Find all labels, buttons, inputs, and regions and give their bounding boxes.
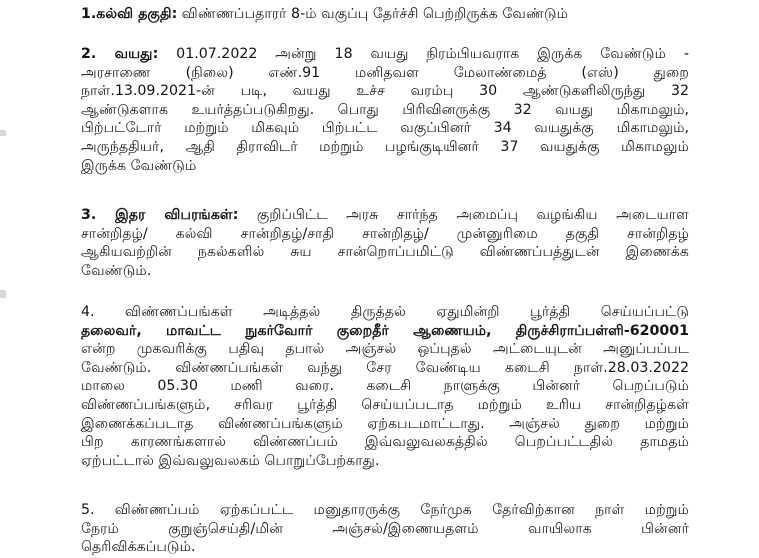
paragraph-line: என்ற முகவரிக்கு பதிவு தபால் அஞ்சல் ஒப்புதல் அட்டையுடன் அனுப்பப்பட xyxy=(81,341,689,358)
paragraph-line: மாலை 05.30 மணி வரை. கடைசி நாளுக்கு பின்னர் பெறப்படும் xyxy=(81,378,689,395)
paragraph-other-details xyxy=(81,206,689,280)
paragraph-age xyxy=(81,45,689,175)
paragraph-submission xyxy=(81,303,689,470)
paragraph-line: பிற காரணங்களால் விண்ணப்பம் இவ்வலுவலகத்தில் பெறப்பட்டதில் தாமதம் xyxy=(81,434,689,451)
paragraph-line: ஏற்பட்டால் இவ்வலுவலகம் பொறுப்பேற்காது. xyxy=(81,452,380,469)
section-number: 4. xyxy=(81,304,95,320)
paragraph-line: இருக்க வேண்டும் xyxy=(81,157,197,174)
address-line: தலைவர், மாவட்ட நுகர்வோர் குறைதீர் ஆணையம், திருச்சிராப்பள்ளி-620001 xyxy=(81,322,689,339)
scan-mark xyxy=(0,290,6,298)
line-text: குறிப்பிட்ட அரசு சார்ந்த அமைப்பு வழங்கிய அடையாள xyxy=(238,207,689,223)
paragraph-line: அரசாணை (நிலை) எண்.91 மனிதவள மேலாண்மைத் (எஸ்) துறை xyxy=(81,64,689,81)
scan-mark xyxy=(0,130,6,136)
paragraph-line: நேரம் குறுஞ்செய்தி/மின் அஞ்சல்/இணையதளம் வாயிலாக பின்னர் xyxy=(81,520,689,537)
paragraph-line: இணைக்கப்படாத விண்ணப்பங்களும் ஏற்கபடமாட்டாது. அஞ்சல் துறை மற்றும் xyxy=(81,415,689,432)
section-number: 5. xyxy=(81,502,95,518)
paragraph-line: நாள்.13.09.2021-ன் படி, வயது உச்ச வரம்பு 30 ஆண்டுகளிலிருந்து 32 xyxy=(81,83,689,100)
section-heading: 1.கல்வி தகுதி: xyxy=(81,6,178,22)
paragraph-interview xyxy=(81,501,689,557)
paragraph-line xyxy=(81,45,689,64)
section-heading: 2. வயது: xyxy=(81,46,159,62)
paragraph-line: அருந்ததியர், ஆதி திராவிடர் மற்றும் பழங்குடியினர் 37 வயதுக்கு மிகாமலும் xyxy=(81,138,689,155)
paragraph-line xyxy=(81,501,689,520)
paragraph-line xyxy=(81,303,689,322)
paragraph-line: ஆகியவற்றின் நகல்களில் சுய சான்றொப்பமிட்டு விண்ணப்பத்துடன் இணைக்க xyxy=(81,244,689,261)
paragraph-line: ஆண்டுகளாக உயர்த்தப்படுகிறது. பொது பிரிவினருக்கு 32 வயது மிகாமலும், xyxy=(81,101,689,118)
line-text: 01.07.2022 அன்று 18 வயது நிரம்பியவராக இருக்க வேண்டும் - xyxy=(158,46,689,62)
paragraph-line: பிற்பட்டோர் மற்றும் மிகவும் பிற்பட்ட வகுப்பினர் 34 வயதுக்கு மிகாமலும், xyxy=(81,120,689,137)
paragraph-line: விண்ணப்பங்களும், சரிவர பூர்த்தி செய்யப்படாத மற்றும் உரிய சான்றிதழ்கள் xyxy=(81,396,689,413)
line-text: விண்ணப்பதாரர் 8-ம் வகுப்பு தேர்ச்சி பெற்றிருக்க வேண்டும் xyxy=(177,6,569,22)
paragraph-line: தெரிவிக்கப்படும். xyxy=(81,539,196,556)
paragraph-educational-qualification xyxy=(81,5,689,24)
paragraph-line: வேண்டும். விண்ணப்பங்கள் வந்து சேர வேண்டிய கடைசி நாள்.28.03.2022 xyxy=(81,359,689,376)
section-heading: 3. இதர விபரங்கள்: xyxy=(81,207,239,223)
paragraph-line: சான்றிதழ்/ கல்வி சான்றிதழ்/சாதி சான்றிதழ்/ முன்னுரிமை தகுதி சான்றிதழ் xyxy=(81,225,689,242)
paragraph-line xyxy=(81,206,689,225)
line-text: விண்ணப்பங்கள் அடித்தல் திருத்தல் ஏதுமின்றி பூர்த்தி செய்யப்பட்டு xyxy=(94,304,689,320)
paragraph-line xyxy=(81,5,689,24)
line-text: விண்ணப்பம் ஏற்கப்பட்ட மனுதாரருக்கு நேர்முக தேர்விற்கான நாள் மற்றும் xyxy=(94,502,689,518)
paragraph-line: வேண்டும். xyxy=(81,262,152,279)
